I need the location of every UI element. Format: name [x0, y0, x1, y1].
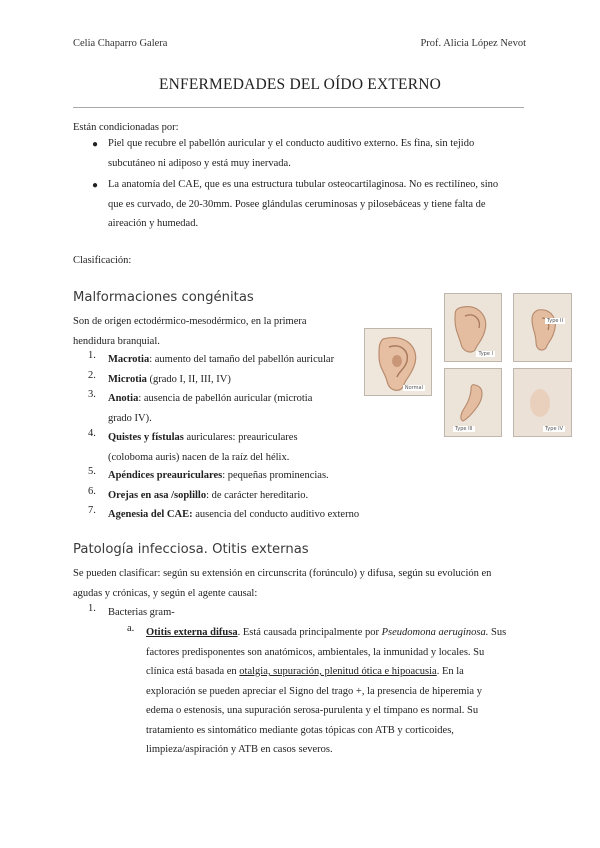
list-item-term: Apéndices preauriculares: [108, 470, 223, 481]
list-item-text: auriculares: preauriculares: [183, 432, 298, 443]
list-item: [108, 505, 398, 525]
sublist-letter: a.: [127, 623, 135, 634]
list-number: 1.: [88, 603, 96, 614]
sublist-line4: exploración se pueden apreciar el Signo del trago +, la presencia de hiperemia y: [146, 685, 482, 697]
clasificacion-label: Clasificación:: [73, 255, 132, 266]
section2-intro-line2: agudas y crónicas, y según el agente causal:: [73, 587, 258, 599]
ear-figure-type3: [444, 368, 502, 437]
list-item: [108, 486, 378, 506]
list-number: 7.: [88, 505, 96, 516]
section-heading-malformaciones: Malformaciones congénitas: [73, 290, 254, 305]
list-item-text: : aumento del tamaño del pabellón auricular: [149, 354, 335, 365]
sublist-item-otitis-difusa: [146, 623, 527, 760]
ear-figure-type1: [444, 293, 502, 362]
list-item-term: Agenesia del CAE:: [108, 509, 193, 520]
figure-caption: Normal: [404, 385, 423, 391]
section1-intro: [73, 312, 348, 351]
figure-caption: Type IV: [545, 426, 563, 432]
sublist-text: clínica está basada en: [146, 666, 240, 677]
figure-caption: Type III: [455, 426, 473, 432]
sublist-text: . En la: [436, 666, 464, 677]
list-item-term: Anotia: [108, 393, 139, 404]
list-item: [108, 350, 378, 370]
list-item-text: : de carácter hereditario.: [206, 490, 309, 501]
list-item: [108, 370, 348, 390]
header-author: Celia Chaparro Galera: [73, 38, 168, 49]
list-item-bacterias: Bacterias gram-: [108, 607, 175, 618]
list-number: 5.: [88, 466, 96, 477]
section2-intro-line1: Se pueden clasificar: según su extensión en circunscrita (forúnculo) y difusa, según su evolución en: [73, 568, 492, 579]
ear-figure-type2: [513, 293, 572, 362]
intro-text: Están condicionadas por:: [73, 122, 179, 133]
title-divider: [73, 107, 524, 108]
list-item-text-cont: (coloboma auris) nacen de la raíz del hélix.: [108, 451, 290, 463]
list-item-term: Microtia: [108, 374, 147, 385]
ear-figure-type4: [513, 368, 572, 437]
bullet-icon: ●: [92, 139, 99, 150]
list-item: [108, 389, 348, 428]
list-number: 1.: [88, 350, 96, 361]
list-item: [108, 428, 348, 467]
sublist-line7: limpieza/aspiración y ATB en casos severos.: [146, 744, 333, 755]
sublist-text: . Está causada principalmente por: [237, 627, 382, 638]
list-item-text: ausencia del conducto auditivo externo: [192, 509, 360, 520]
sublist-line6: tratamiento es sintomático mediante gotas tópicas con ATB y corticoides,: [146, 724, 454, 736]
sublist-term: Otitis externa difusa: [146, 627, 238, 638]
list-number: 3.: [88, 389, 96, 400]
section1-intro-line2: hendidura branquial.: [73, 335, 160, 347]
section-heading-otitis: Patología infecciosa. Otitis externas: [73, 542, 309, 557]
sublist-text: Sus: [488, 627, 507, 638]
bullet-1-line2: subcutáneo ni adiposo y está muy inervada.: [108, 157, 291, 169]
bullet-2-line1: La anatomía del CAE, que es una estructura tubular osteocartilaginosa. No es rectilíneo, sino: [108, 179, 499, 190]
bullet-item-1: [108, 134, 527, 173]
sublist-line5: edema o estenosis, una supuración serosa-purulenta y el tímpano es normal. Su: [146, 705, 479, 716]
bullet-2-line3: aireación y humedad.: [108, 218, 199, 229]
sublist-line2: factores predisponentes son anatómicos, ambientales, la inmunidad y locales. Su: [146, 646, 485, 658]
figure-caption: Type I: [478, 351, 493, 357]
section2-intro: [73, 564, 527, 603]
bullet-item-2: [108, 175, 527, 234]
page-title: ENFERMEDADES DEL OÍDO EXTERNO: [158, 76, 442, 93]
bullet-1-line1: Piel que recubre el pabellón auricular y el conducto auditivo externo. Es fina, sin tejido: [108, 138, 475, 149]
ear-figure-normal: [364, 328, 432, 396]
sublist-italic: Pseudomona aeruginosa.: [381, 627, 489, 638]
bullet-icon: ●: [92, 180, 99, 191]
header-professor: Prof. Alicia López Nevot: [420, 38, 526, 49]
list-item-text: : ausencia de pabellón auricular (microtia: [138, 393, 313, 404]
list-item-text: : pequeñas prominencias.: [222, 470, 329, 481]
section1-intro-line1: Son de origen ectodérmico-mesodérmico, en la primera: [73, 316, 307, 327]
bullet-2-line2: que es curvado, de 20-30mm. Posee glándulas ceruminosas y pilosebáceas y tiene falta de: [108, 198, 486, 210]
list-item-text-cont: grado IV).: [108, 412, 152, 424]
sublist-underlined: otalgia, supuración, plenitud ótica e hipoacusia: [239, 666, 437, 677]
list-number: 2.: [88, 370, 96, 381]
list-item: [108, 466, 348, 486]
list-number: 4.: [88, 428, 96, 439]
list-item-term: Macrotia: [108, 354, 150, 365]
list-item-text: (grado I, II, III, IV): [146, 374, 231, 385]
figure-caption: Type II: [546, 318, 563, 324]
list-item-term: Orejas en asa /soplillo: [108, 490, 207, 501]
ear-icon: [514, 294, 571, 361]
list-number: 6.: [88, 486, 96, 497]
list-item-term: Quistes y fístulas: [108, 432, 184, 443]
